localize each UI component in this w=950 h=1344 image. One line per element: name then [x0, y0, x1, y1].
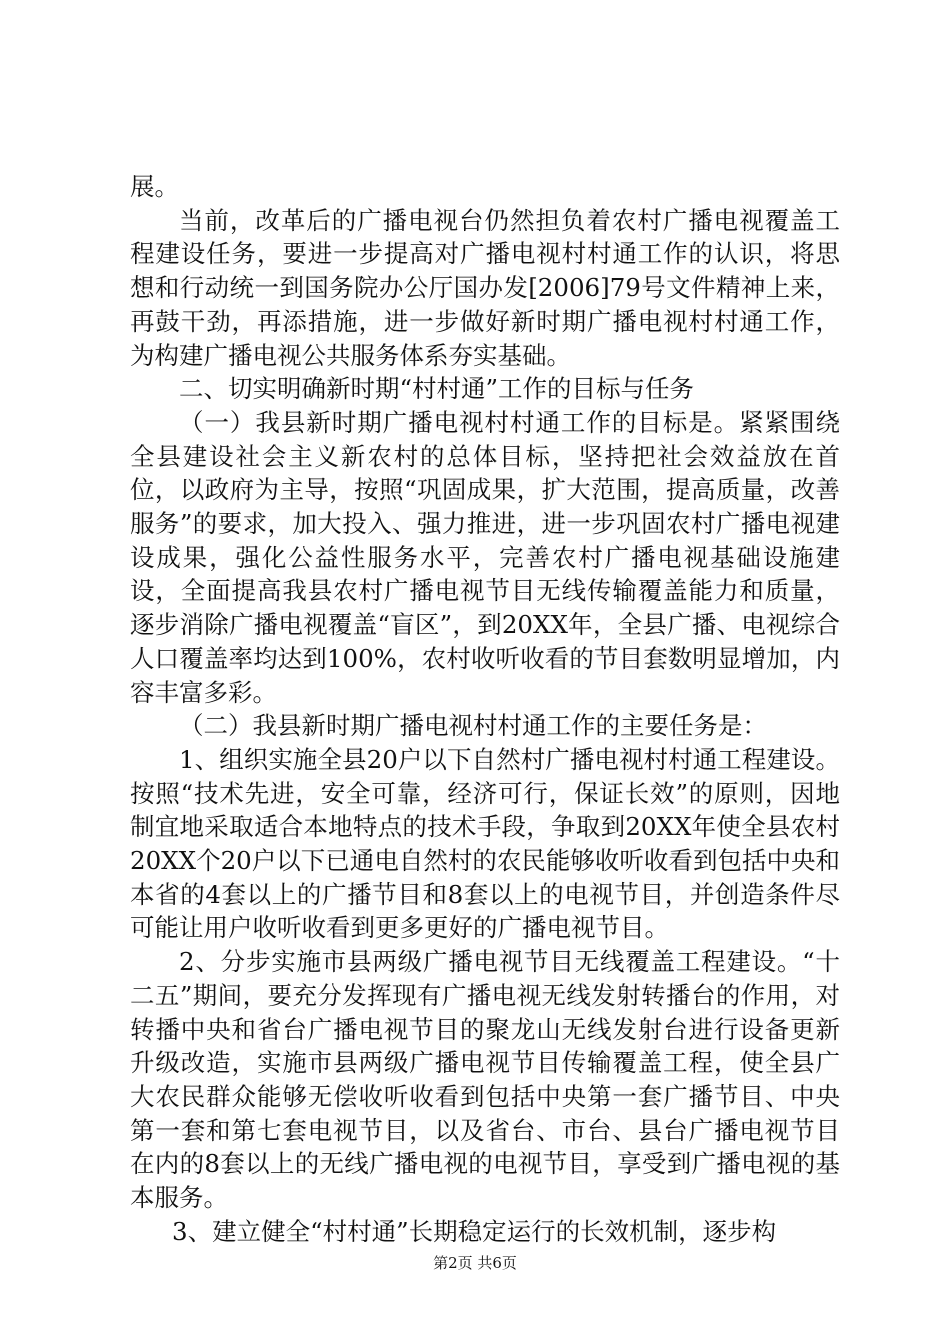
paragraph-main-tasks-heading: （二）我县新时期广播电视村村通工作的主要任务是：	[179, 711, 767, 741]
section-heading-goals-tasks: 二、切实明确新时期“村村通”工作的目标与任务	[179, 374, 695, 404]
paragraph-task-3: 3、建立健全“村村通”长期稳定运行的长效机制，逐步构	[172, 1216, 777, 1246]
paragraph-goals: （一）我县新时期广播电视村村通工作的目标是。紧紧围绕全县建设社会主义新农村的总体目标，坚持把社会效益放在首位，以政府为主导，按照“巩固成果，扩大范围，提高质量，改善服务”的要求，加大投入、强力推进，进一步巩固农村广播电视建设成果，强化公益性服务水平，完善农村广播电视基础设施建设，全面提高我县农村广播电视节目无线传输覆盖能力和质量，逐步消除广播电视覆盖“盲区”，到20XX年，全县广播、电视综合人口覆盖率均达到100%，农村收听收看的节目套数明显增加，内容丰富多彩。	[130, 407, 840, 707]
paragraph-task-2: 2、分步实施市县两级广播电视节目无线覆盖工程建设。“十二五”期间，要充分发挥现有广播电视无线发射转播台的作用，对转播中央和省台广播电视节目的聚龙山无线发射台进行设备更新升级改造，实施市县两级广播电视节目传输覆盖工程，使全县广大农民群众能够无偿收听收看到包括中央第一套广播节目、中央第一套和第七套电视节目，以及省台、市台、县台广播电视节目在内的8套以上的无线广播电视的电视节目，享受到广播电视的基本服务。	[130, 947, 840, 1213]
page-footer: 第2页 共6页	[433, 1254, 517, 1272]
paragraph-task-1: 1、组织实施全县20户以下自然村广播电视村村通工程建设。按照“技术先进，安全可靠，经济可行，保证长效”的原则，因地制宜地采取适合本地特点的技术手段，争取到20XX年使全县农村20XX个20户以下已通电自然村的农民能够收听收看到包括中央和本省的4套以上的广播节目和8套以上的电视节目，并创造条件尽可能让用户收听收看到更多更好的广播电视节目。	[130, 744, 840, 943]
document-body	[130, 170, 840, 1249]
paragraph-continuation: 展。	[130, 172, 179, 201]
paragraph-current-situation: 当前，改革后的广播电视台仍然担负着农村广播电视覆盖工程建设任务，要进一步提高对广播电视村村通工作的认识，将思想和行动统一到国务院办公厅国办发[2006]79号文件精神上来，再鼓干劲，再添措施，进一步做好新时期广播电视村村通工作，为构建广播电视公共服务体系夯实基础。	[130, 205, 840, 370]
